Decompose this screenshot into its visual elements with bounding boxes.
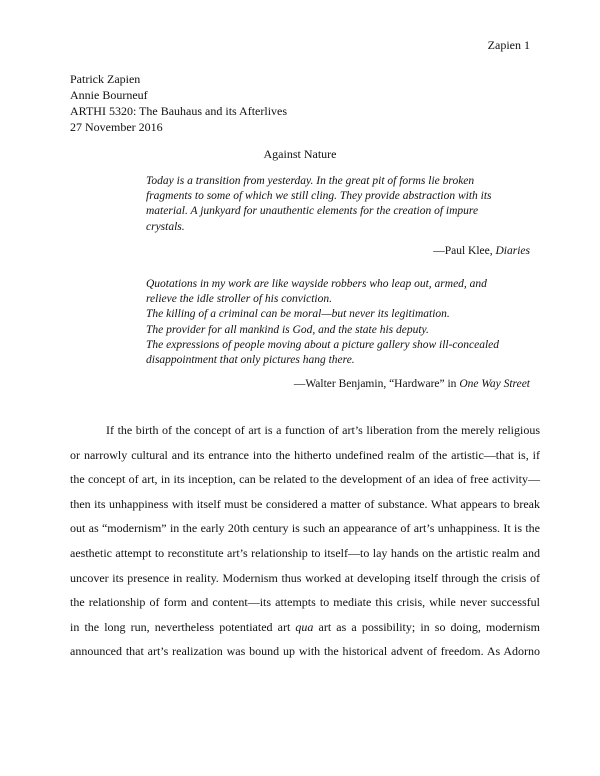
epigraph-line: The provider for all mankind is God, and the state his deputy. [146, 323, 429, 336]
epigraph-benjamin [146, 277, 530, 392]
epigraph-attribution [146, 377, 530, 392]
epigraph-quote [146, 174, 530, 235]
epigraph-quote [146, 277, 530, 368]
paper-title: Against Nature [263, 147, 337, 161]
epigraph-line: Quotations in my work are like wayside robbers who leap out, armed, and [146, 278, 487, 290]
body-line-emphasis: qua [295, 619, 314, 634]
epigraph-line: crystals. [146, 220, 185, 233]
epigraph-line: The expressions of people moving about a picture gallery show ill-concealed [146, 338, 500, 351]
body-line: If the birth of the concept of art is a function of art’s liberation from the merely religious [106, 423, 540, 437]
body-line: aesthetic attempt to reconstitute art’s relationship to itself—to lay hands on the artistic realm and [70, 545, 540, 560]
body-line: the relationship of form and content—its attempts to mediate this crisis, while never successful [70, 595, 540, 610]
attribution-author: —Paul Klee, [433, 244, 496, 257]
epigraph-line: Today is a transition from yesterday. In the great pit of forms lie broken [146, 175, 475, 187]
running-head: Zapien 1 [487, 38, 530, 52]
epigraph-klee [146, 174, 530, 259]
epigraph-line: material. A junkyard for unauthentic elements for the creation of impure [146, 205, 479, 218]
epigraph-line: The killing of a criminal can be moral—but never its legitimation. [146, 308, 450, 321]
body-paragraph [70, 418, 540, 664]
author-name: Patrick Zapien [70, 72, 141, 86]
body-line: uncover its presence in reality. Modernism thus worked at developing itself through the crisis of [70, 570, 540, 585]
instructor-name: Annie Bourneuf [70, 88, 148, 102]
heading-block [70, 71, 287, 135]
course-name: ARTHI 5320: The Bauhaus and its Afterlives [70, 104, 288, 118]
body-line: out as “modernism” in the early 20th century is such an appearance of art’s unhappiness. It is the [70, 521, 540, 536]
epigraph-line: disappointment that only pictures hang there. [146, 354, 355, 367]
epigraph-line: fragments to some of which we still cling. They provide abstraction with its [146, 190, 492, 203]
body-line [70, 615, 540, 640]
attribution-work: One Way Street [459, 378, 530, 391]
body-line-part: art as a possibility; in so doing, modernism [313, 619, 541, 634]
epigraph-line: relieve the idle stroller of his conviction. [146, 293, 332, 306]
attribution-author: —Walter Benjamin, “Hardware” in [293, 378, 460, 391]
body-line: then its unhappiness with itself must be considered a matter of substance. What appears to break [70, 496, 540, 511]
body-line: the concept of art, in its inception, can be related to the development of an idea of free activity— [70, 472, 540, 487]
attribution-work: Diaries [495, 244, 530, 257]
body-line: or narrowly cultural and its entrance into the hitherto undefined realm of the artistic—that is, if [70, 447, 540, 462]
date: 27 November 2016 [70, 120, 163, 134]
epigraph-attribution [146, 244, 530, 259]
body-line: announced that art’s realization was bound up with the historical advent of freedom. As Adorno [70, 644, 540, 659]
body-line-part: in the long run, nevertheless potentiated art [70, 619, 296, 634]
